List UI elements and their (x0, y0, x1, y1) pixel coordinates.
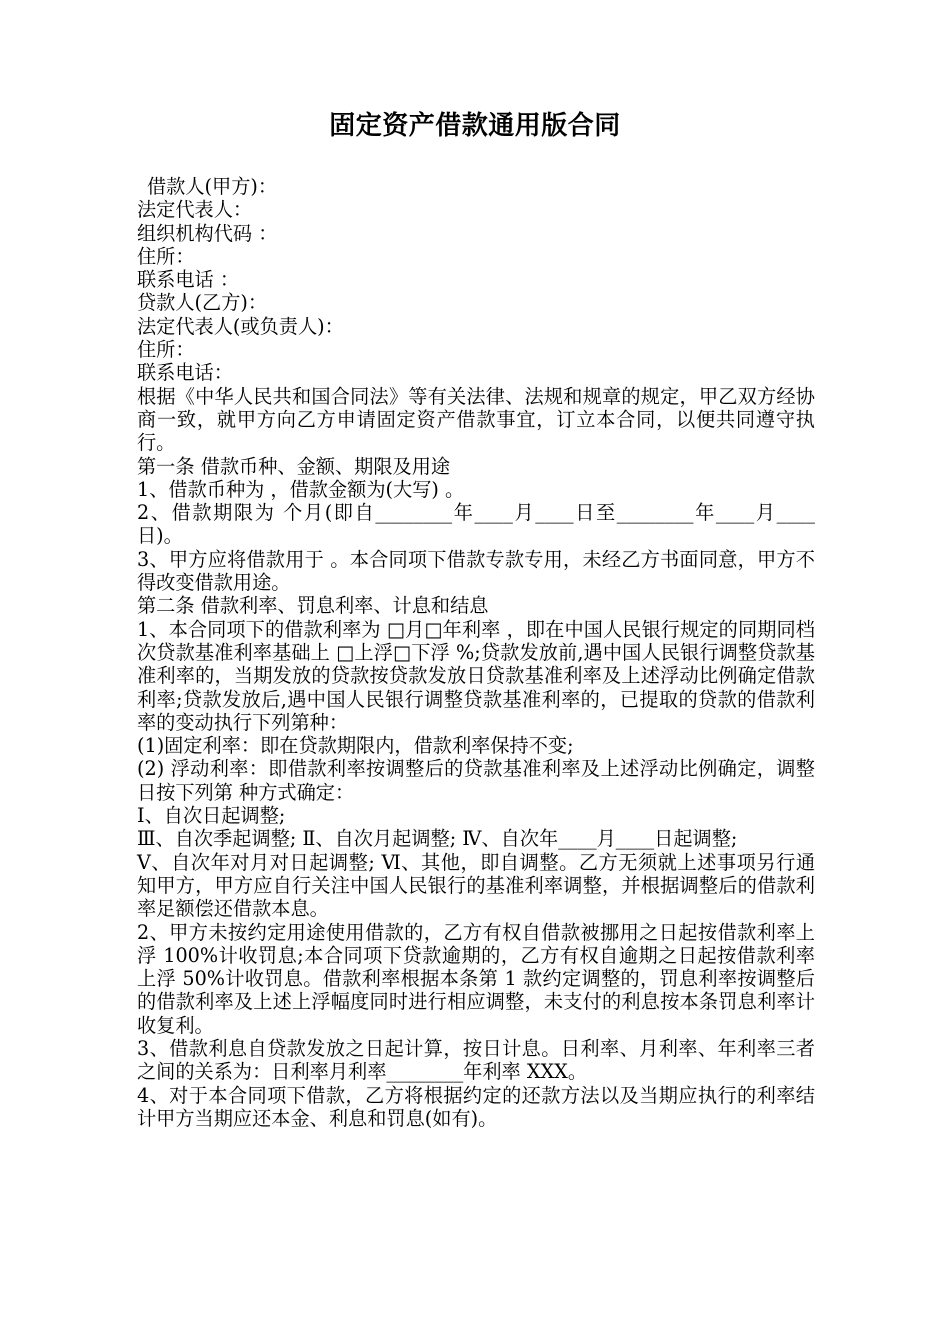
borrower-address-line: 住所： (137, 244, 195, 268)
fixed-rate-option: (1)固定利率：即在贷款期限内，借款利率保持不变; (137, 734, 574, 758)
document-body (137, 175, 815, 1130)
adjustment-option-1: Ⅰ、自次日起调整; (137, 804, 286, 828)
article-2-clause-3: 3、借款利息自贷款发放之日起计算，按日计息。日利率、月利率、年利率三者之间的关系为：日利率月利率________年利率 XXX。 (137, 1036, 815, 1084)
article-1-clause-2: 2、借款期限为 个月(即自________年____月____日至________年____月____日)。 (137, 501, 815, 548)
article-2-clause-2: 2、甲方未按约定用途使用借款的，乙方有权自借款被挪用之日起按借款利率上浮 100%计收罚息;本合同项下贷款逾期的，乙方有权自逾期之日起按借款利率上浮 50%计收罚息。借款利率根据本条第 1 款约定调整的，罚息利率按调整后的借款利率及上述上浮幅度同时进行相应调整，未支付的利息按本条罚息利率计收复利。 (137, 920, 815, 1037)
borrower-representative-line: 法定代表人： (137, 198, 253, 222)
lender-line: 贷款人(乙方)： (137, 291, 268, 315)
lender-address-line: 住所： (137, 338, 195, 362)
article-1-clause-1: 1、借款币种为 ，借款金额为(大写) 。 (137, 477, 465, 501)
preamble-paragraph: 根据《中华人民共和国合同法》等有关法律、法规和规章的规定，甲乙双方经协商一致，就甲方向乙方申请固定资产借款事宜，订立本合同，以便共同遵守执行。 (137, 384, 815, 455)
article-2-heading: 第二条 借款利率、罚息利率、计息和结息 (137, 594, 489, 618)
article-1-clause-3: 3、甲方应将借款用于 。本合同项下借款专款专用，未经乙方书面同意，甲方不得改变借款用途。 (137, 547, 815, 595)
lender-representative-line: 法定代表人(或负责人)： (137, 314, 344, 338)
article-2-clause-1: 1、本合同项下的借款利率为 □月□年利率 ，即在中国人民银行规定的同期同档次贷款基准利率基础上 □上浮□下浮 %;贷款发放前,遇中国人民银行调整贷款基准利率的，当期发放的贷款按贷款发放日贷款基准利率及上述浮动比例确定借款利率;贷款发放后,遇中国人民银行调整贷款基准利率的，已提取的贷款的借款利率的变动执行下列第种： (137, 617, 815, 734)
adjustment-options-2-4: Ⅲ、自次季起调整; Ⅱ、自次月起调整; Ⅳ、自次年____月____日起调整; (137, 827, 738, 851)
article-2-clause-4: 4、对于本合同项下借款，乙方将根据约定的还款方法以及当期应执行的利率结计甲方当期应还本金、利息和罚息(如有)。 (137, 1083, 815, 1130)
lender-phone-line: 联系电话： (137, 361, 233, 385)
article-1-heading: 第一条 借款币种、金额、期限及用途 (137, 454, 451, 478)
document-title: 固定资产借款通用版合同 (329, 111, 621, 141)
borrower-line: 借款人(甲方)： (147, 175, 278, 198)
borrower-phone-line: 联系电话 ： (137, 268, 240, 292)
floating-rate-option: (2) 浮动利率：即借款利率按调整后的贷款基准利率及上述浮动比例确定，调整日按下列第 种方式确定： (137, 757, 815, 804)
organization-code-line: 组织机构代码 ： (137, 221, 278, 245)
adjustment-options-5-6: Ⅴ、自次年对月对日起调整; Ⅵ、其他，即自调整。乙方无须就上述事项另行通知甲方，甲方应自行关注中国人民银行的基准利率调整，并根据调整后的借款利率足额偿还借款本息。 (137, 850, 815, 921)
